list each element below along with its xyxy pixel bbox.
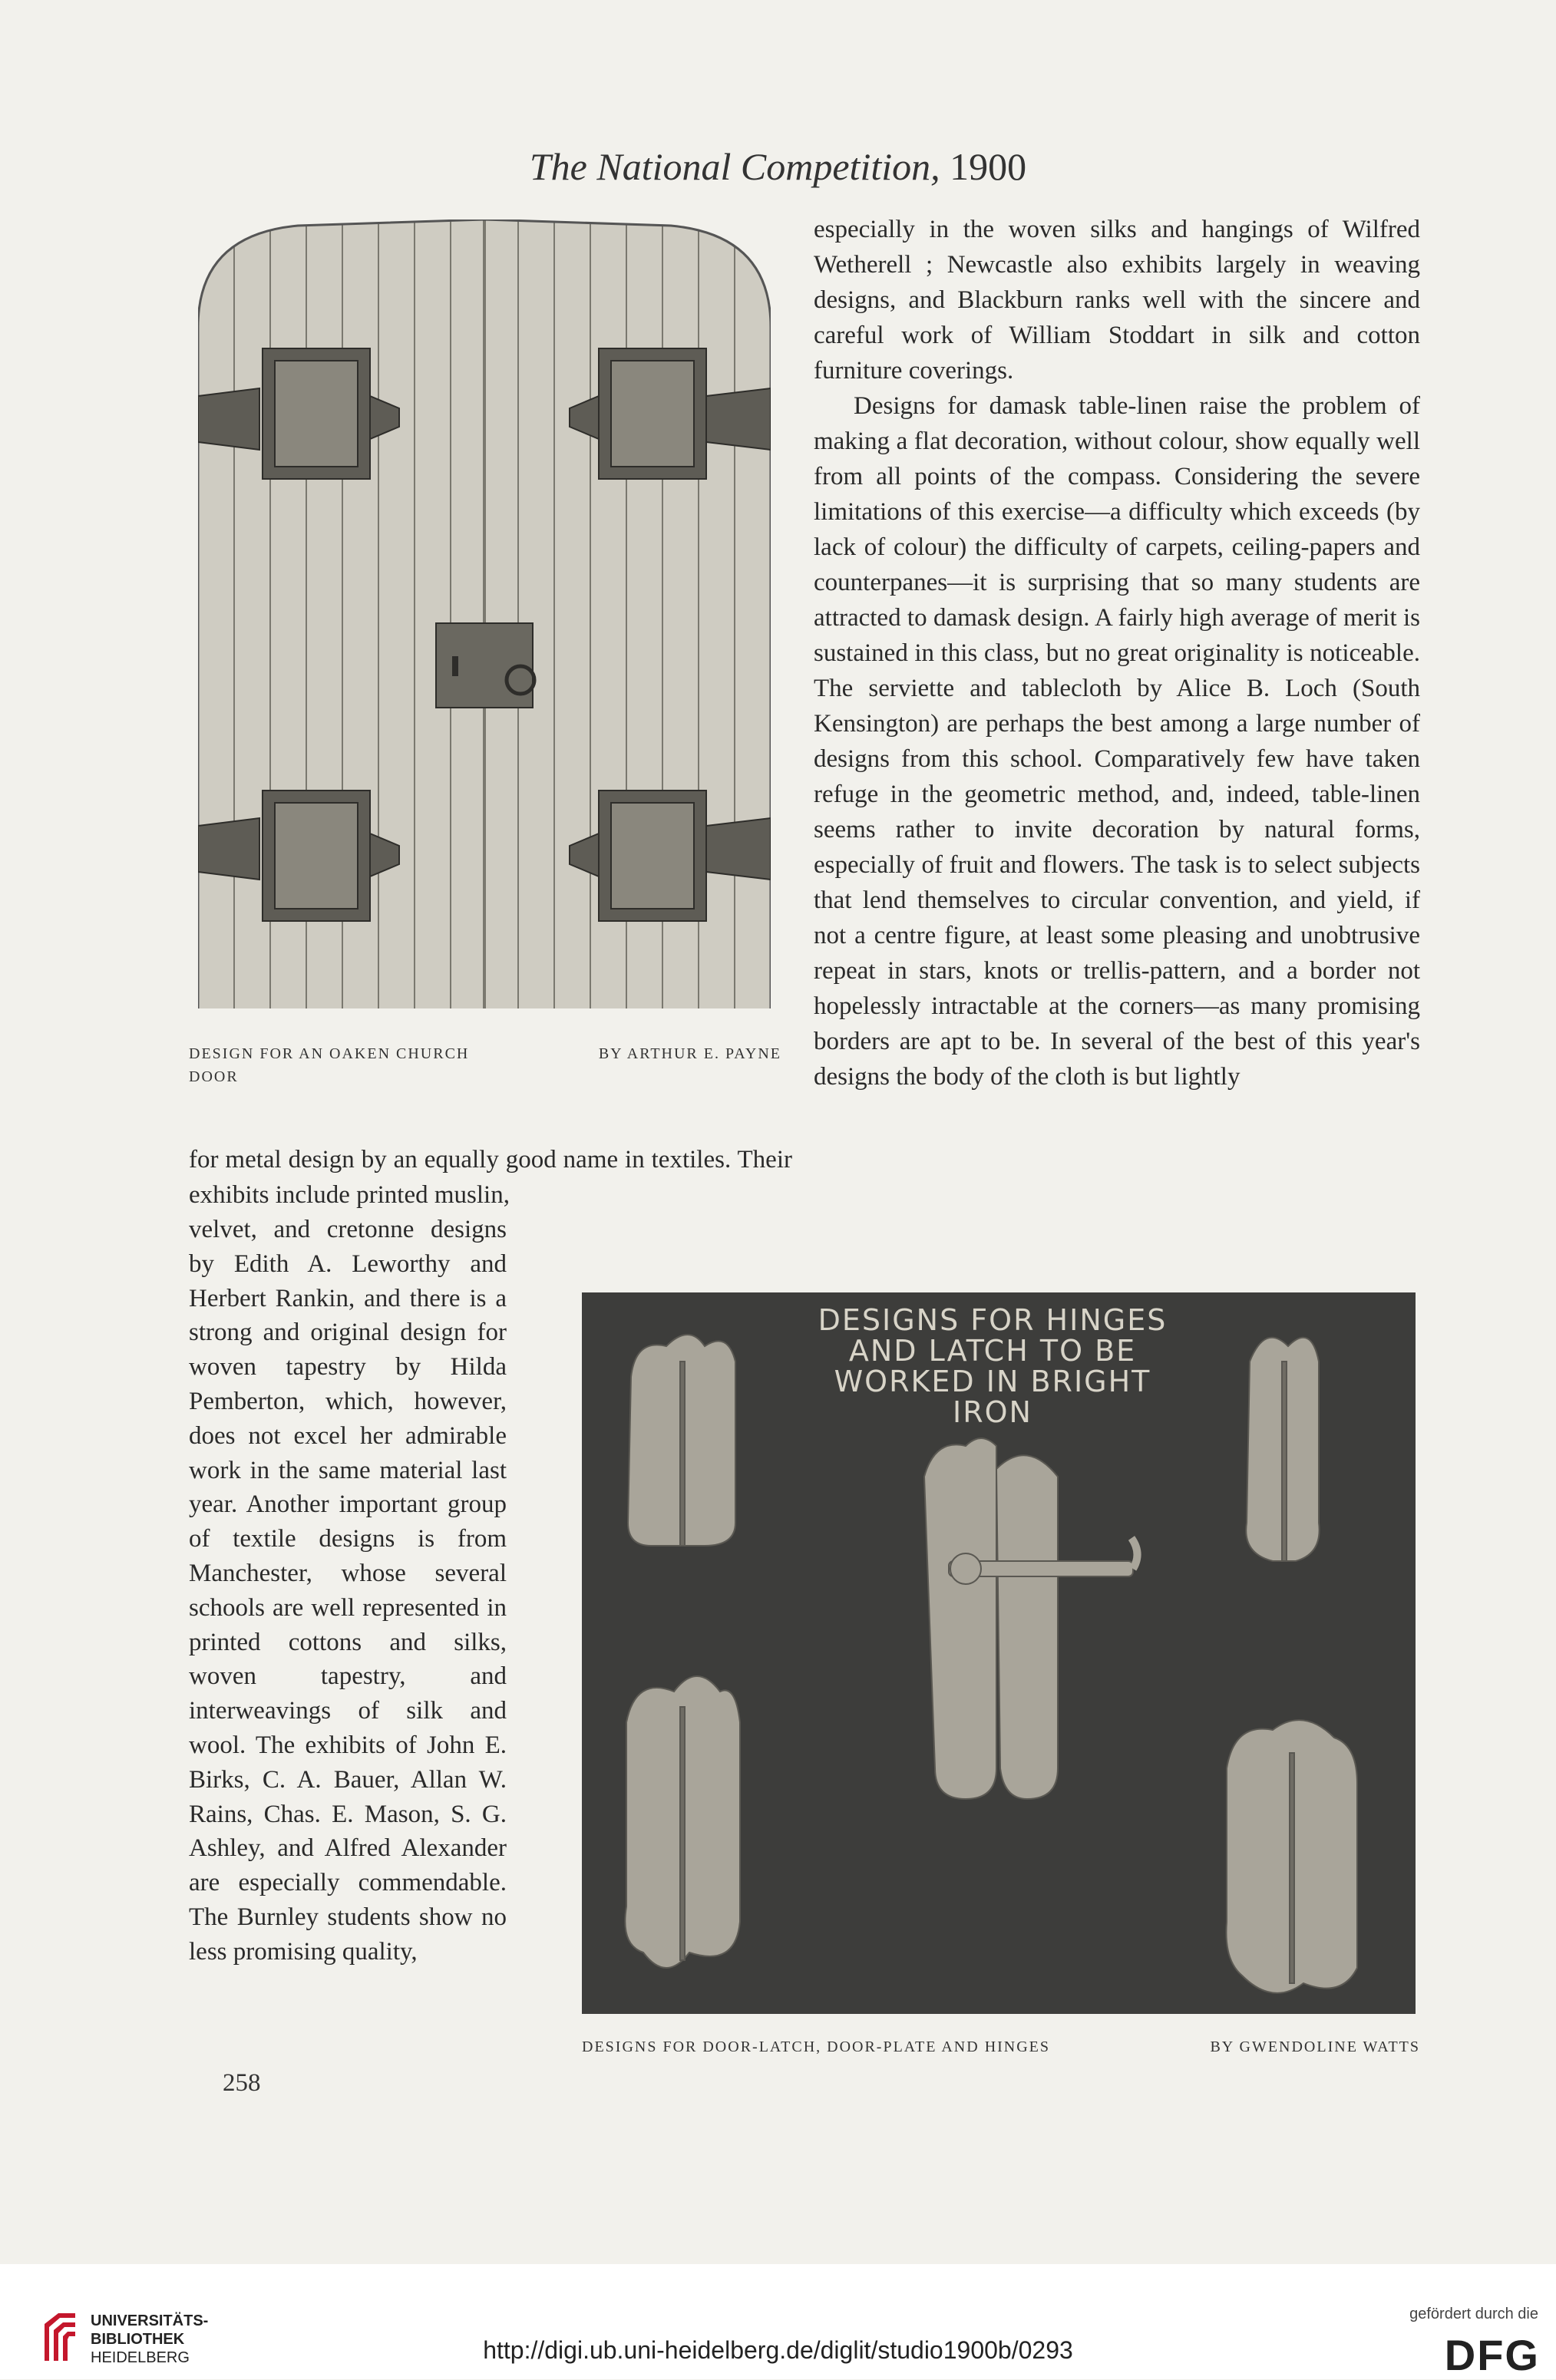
funder-text: gefördert durch die (1409, 2306, 1538, 2322)
figure2-caption-left: DESIGNS FOR DOOR-LATCH, DOOR-PLATE AND HINGES (582, 2038, 1051, 2055)
institution-line-1: UNIVERSITÄTS- (91, 2312, 209, 2329)
institution-line-3: HEIDELBERG (91, 2349, 190, 2366)
page-number: 258 (223, 2069, 261, 2097)
figure2-caption-right: BY GWENDOLINE WATTS (1210, 2038, 1420, 2055)
left-text-full-width: for metal design by an equally good name in textiles. Their exhibits include printed muslin, (189, 1146, 792, 1209)
right-text-column (814, 212, 1420, 1094)
running-head-title: The National Competition, (529, 145, 940, 188)
right-paragraph-2: Designs for damask table-linen raise the problem of making a flat decoration, without colour, show equally well from all points of the compass. Considering the severe limitations of this exercise—a difficulty which exceeds (by lack of colour) the difficulty of carpets, ceiling-papers and counterpanes—it is surprising that so many students are attracted to damask design. A fairly high average of merit is sustained in this class, but no great originality is noticeable. The serviette and tablecloth by Alice B. Loch (South Kensington) are perhaps the best among a large number of designs from this school. Comparatively few have taken refuge in the geometric method, and, indeed, table-linen seems rather to invite decoration by natural forms, especially of fruit and flowers. The task is to select subjects that lend themselves to circular convention, and yield, if not a centre figure, at least some pleasing and unobtrusive repeat in stars, knots or trellis-pattern, and a border not hopelessly intractable at the corners—as many promising borders are apt to be. In several of the best of this year's designs the body of the cloth is but lightly (814, 392, 1420, 1091)
figure1-caption-right: BY ARTHUR E. PAYNE (598, 1045, 781, 1062)
hinges-latch-illustration (582, 1292, 1416, 2014)
hinge-top-right (1246, 1338, 1319, 1561)
running-head-year: 1900 (950, 145, 1027, 188)
hinge-bottom-left (625, 1676, 740, 1968)
figure1-caption-left: DESIGN FOR AN OAKEN CHURCH DOOR (189, 1045, 470, 1085)
hinge-bottom-right (1226, 1720, 1357, 1993)
left-text-narrow-column: velvet, and cretonne designs by Edith A. Leworthy and Herbert Rankin, and there is a strong and original design for woven tapestry by Hilda Pemberton, which, however, does not excel her admirable work in the same material last year. Another important group of textile designs is from Manchester, whose several schools are well represented in printed cottons and silks, woven tapestry, and interweavings of silk and wool. The exhibits of John E. Birks, C. A. Bauer, Allan W. Rains, Chas. E. Mason, S. G. Ashley, and Alfred Alexander are especially commendable. The Burnley students show no less promising quality, (189, 1216, 507, 1966)
latch-plate (924, 1438, 1138, 1799)
church-door-illustration (198, 220, 771, 1008)
running-head (0, 144, 1556, 189)
hinge-top-left (628, 1335, 735, 1546)
plate-inner-title: DESIGNS FOR HINGES AND LATCH TO BE WORKED IN BRIGHT IRON (818, 1303, 1168, 1429)
permalink-url[interactable]: http://digi.ub.uni-heidelberg.de/diglit/studio1900b/0293 (483, 2336, 1073, 2364)
dfg-logo: DFG (1444, 2331, 1540, 2379)
institution-line-2: BIBLIOTHEK (91, 2331, 185, 2348)
right-paragraph-1: especially in the woven silks and hangings of Wilfred Wetherell ; Newcastle also exhibits largely in weaving designs, and Blackburn ranks well with the sincere and careful work of William Stoddart in silk and cotton furniture coverings. (814, 216, 1420, 385)
